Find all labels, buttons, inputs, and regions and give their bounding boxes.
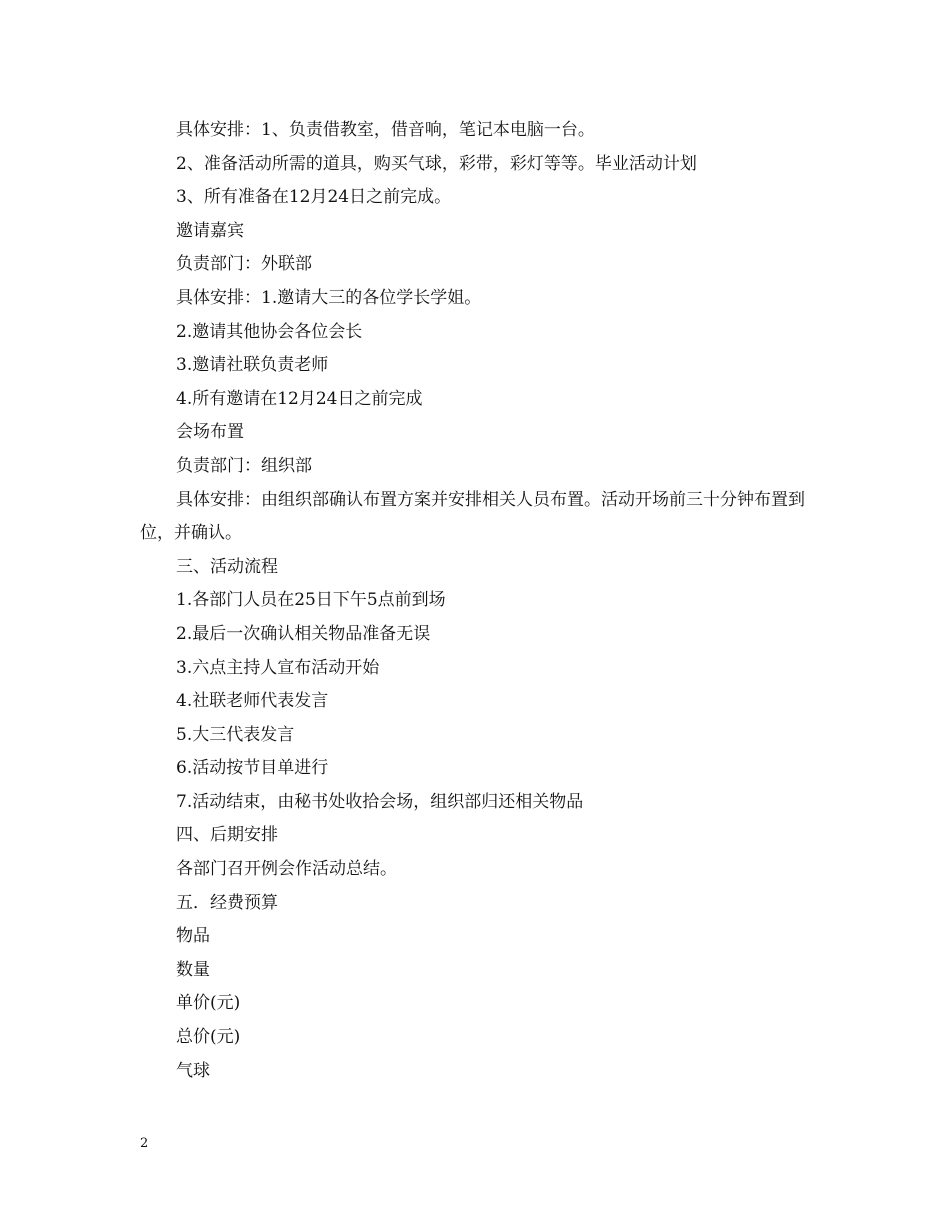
paragraph-invite-4: 4.所有邀请在12月24日之前完成 xyxy=(176,388,423,409)
heading-venue-setup: 会场布置 xyxy=(176,422,244,443)
paragraph-process-3: 3.六点主持人宣布活动开始 xyxy=(176,657,380,678)
paragraph-responsible-dept-1: 负责部门：外联部 xyxy=(176,254,312,275)
budget-label-quantity: 数量 xyxy=(176,959,210,980)
paragraph-process-7: 7.活动结束，由秘书处收拾会场，组织部归还相关物品 xyxy=(176,791,584,812)
paragraph-invite-2: 2.邀请其他协会各位会长 xyxy=(176,321,363,342)
paragraph-arrangement-3: 3、所有准备在12月24日之前完成。 xyxy=(176,187,452,208)
paragraph-invite-3: 3.邀请社联负责老师 xyxy=(176,355,329,376)
paragraph-process-2: 2.最后一次确认相关物品准备无误 xyxy=(176,623,431,644)
page-number: 2 xyxy=(140,1136,149,1151)
heading-activity-process: 三、活动流程 xyxy=(176,556,278,577)
paragraph-arrangement-1: 具体安排：1、负责借教室，借音响，笔记本电脑一台。 xyxy=(176,120,595,140)
page-body xyxy=(140,114,820,1088)
heading-budget: 五．经费预算 xyxy=(176,892,278,913)
heading-invite-guests: 邀请嘉宾 xyxy=(176,220,244,241)
paragraph-process-6: 6.活动按节目单进行 xyxy=(176,758,329,779)
paragraph-invite-1: 具体安排：1.邀请大三的各位学长学姐。 xyxy=(176,287,482,308)
budget-label-item: 物品 xyxy=(176,926,210,947)
budget-item-balloon: 气球 xyxy=(176,1060,210,1081)
paragraph-venue-arrangement: 具体安排：由组织部确认布置方案并安排相关人员布置。活动开场前三十分钟布置到位，并确认。 xyxy=(140,489,805,544)
paragraph-follow-up: 各部门召开例会作活动总结。 xyxy=(176,859,397,880)
budget-label-unit-price: 单价(元) xyxy=(176,993,241,1014)
paragraph-process-4: 4.社联老师代表发言 xyxy=(176,691,329,712)
budget-label-total-price: 总价(元) xyxy=(176,1027,241,1048)
paragraph-process-5: 5.大三代表发言 xyxy=(176,724,295,745)
heading-follow-up: 四、后期安排 xyxy=(176,825,278,846)
paragraph-arrangement-2: 2、准备活动所需的道具，购买气球，彩带，彩灯等等。毕业活动计划 xyxy=(176,153,697,174)
paragraph-process-1: 1.各部门人员在25日下午5点前到场 xyxy=(176,590,446,611)
paragraph-responsible-dept-2: 负责部门：组织部 xyxy=(176,455,312,476)
